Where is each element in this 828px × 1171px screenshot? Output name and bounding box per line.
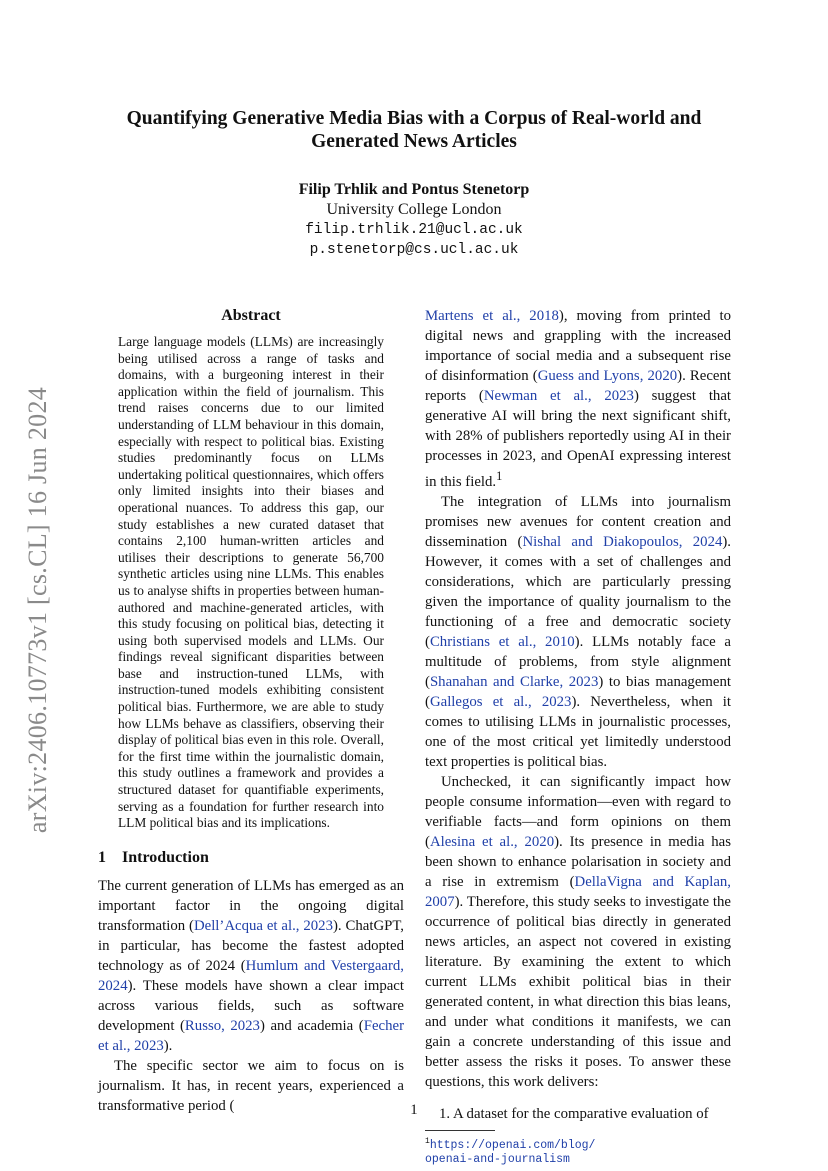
- footnote-url-line-1[interactable]: https://openai.com/blog/: [429, 1138, 596, 1152]
- author-email-2[interactable]: p.stenetorp@cs.ucl.ac.uk: [309, 242, 519, 258]
- citation-link[interactable]: Gallegos et al., 2023: [429, 693, 572, 710]
- citation-link[interactable]: Shanahan and Clarke, 2023: [429, 673, 599, 690]
- intro-paragraph-4: Unchecked, it can significantly impact how people consume information—even with regard to verifiable facts—and form opinions on them (Alesina et al., 2020). Its presence in media has been shown to enhance polarisation in society and a rise in extremism (DellaVigna and Kaplan, 2007). Therefore, this study seeks to investigate the occurrence of political bias directly in generated news articles, an aspect not covered in existing literature. By examining the extent to which current LLMs exhibit political bias in their generated content, in what direction this bias leans, and under what conditions it manifests, we can gain a concrete understanding of this issue and better assess the risks it poses. To answer these questions, this work delivers:: [425, 773, 731, 1090]
- paper-title: Quantifying Generative Media Bias with a Corpus of Real-world and Generated News Articles: [126, 108, 702, 152]
- citation-link[interactable]: Guess and Lyons, 2020: [537, 368, 678, 384]
- citation-link[interactable]: Newman et al., 2023: [483, 388, 634, 404]
- intro-paragraph-1: The current generation of LLMs has emerged as an important factor in the ongoing digital transformation (Dell’Acqua et al., 2023). ChatGPT, in particular, has become the fastest adopted technology as of 2024 (Humlum and Vestergaard, 2024). These models have shown a clear impact across various fields, such as software development (Russo, 2023) and academia (Fecher et al., 2023).: [98, 877, 405, 1054]
- arxiv-stamp: [23, 370, 53, 850]
- citation-link[interactable]: Christians et al., 2010: [429, 633, 575, 650]
- footnote-marker[interactable]: 1: [496, 469, 503, 483]
- footnote-rule: [425, 1130, 495, 1131]
- intro-paragraph-3: The integration of LLMs into journalism promises new avenues for content creation and dissemination (Nishal and Diakopoulos, 2024). However, it comes with a set of challenges and considerations, which are particularly pressing given the importance of quality journalism to the functioning of a free and democratic society (Christians et al., 2010). LLMs notably face a multitude of problems, from style alignment (Shanahan and Clarke, 2023) to bias management (Gallegos et al., 2023). Nevertheless, when it comes to utilising LLMs in journalistic processes, one of the most critical yet limitedly understood text properties is political bias.: [425, 493, 732, 770]
- citation-link[interactable]: DellaVigna and Kaplan, 2007: [425, 873, 731, 910]
- contribution-list-item: 1. A dataset for the comparative evaluation of: [439, 1105, 709, 1122]
- intro-paragraph-2-continued: Martens et al., 2018), moving from printed to digital news and grappling with the increased importance of social media and a subsequent rise of disinformation (Guess and Lyons, 2020). Recent reports (Newman et al., 2023) suggest that generative AI will bring the next significant shift, with 28% of publishers reportedly using AI in their processes in 2023, and OpenAI expressing interest in this field.$^1$: [425, 308, 732, 490]
- left-column: [98, 306, 404, 1116]
- abstract-text: Large language models (LLMs) are increasingly being utilised across a range of tasks and domains, with a burgeoning interest in their application within the field of journalism. This trend raises concerns due to our limited understanding of LLM behaviour in this domain, especially with respect to political bias. Existing studies predominantly focus on LLMs undertaking political questionnaires, which offers only limited insights into their biases and operational nuances. To address this gap, our study establishes a new curated dataset that contains 2,100 human-written articles and utilises their descriptions to generate 56,700 synthetic articles using nine LLMs. This enables us to analyse shifts in properties between human-authored and machine-generated articles, with this study focusing on political bias, detecting it using both supervised models and LLMs. Our findings reveal significant disparities between base and instruction-tuned LLMs, with instruction-tuned models exhibiting consistent political bias. Furthermore, we are able to study how LLMs behave as classifiers, observing their display of political bias even in this role. Overall, for the first time within the journalistic domain, this study outlines a framework and provides a structured dataset for quantifiable experiments, serving as a foundation for further research into LLM political bias and its implications.: [118, 334, 384, 831]
- author-names: Filip Trhlik and Pontus Stenetorp: [298, 181, 530, 198]
- section-heading-introduction: [98, 848, 404, 868]
- abstract-heading: Abstract: [221, 307, 281, 324]
- section-title: Introduction: [122, 848, 209, 866]
- page-number: 1: [410, 1102, 418, 1118]
- citation-link[interactable]: Nishal and Diakopoulos, 2024: [522, 533, 723, 550]
- footnote-url-line-2[interactable]: openai-and-journalism: [425, 1152, 570, 1166]
- citation-link[interactable]: Humlum and Vestergaard, 2024: [98, 957, 404, 994]
- citation-link[interactable]: Martens et al., 2018: [425, 308, 559, 324]
- arxiv-stamp-text: arXiv:2406.10773v1 [cs.CL] 16 Jun 2024: [23, 386, 53, 834]
- section-number: 1: [98, 848, 106, 866]
- footnote-number: 1: [425, 1136, 430, 1146]
- citation-link[interactable]: Fecher et al., 2023: [98, 1017, 404, 1054]
- citation-link[interactable]: Alesina et al., 2020: [429, 833, 555, 850]
- author-email-1[interactable]: filip.trhlik.21@ucl.ac.uk: [305, 222, 523, 238]
- author-block: [90, 180, 738, 260]
- citation-link[interactable]: Russo, 2023: [184, 1017, 260, 1034]
- right-column: [425, 306, 731, 1167]
- intro-paragraph-2: The specific sector we aim to focus on is journalism. It has, in recent years, experienced a transformative period (: [98, 1057, 404, 1114]
- author-affiliation: University College London: [326, 201, 502, 218]
- footnote: [425, 1135, 731, 1167]
- citation-link[interactable]: Dell’Acqua et al., 2023: [193, 917, 333, 934]
